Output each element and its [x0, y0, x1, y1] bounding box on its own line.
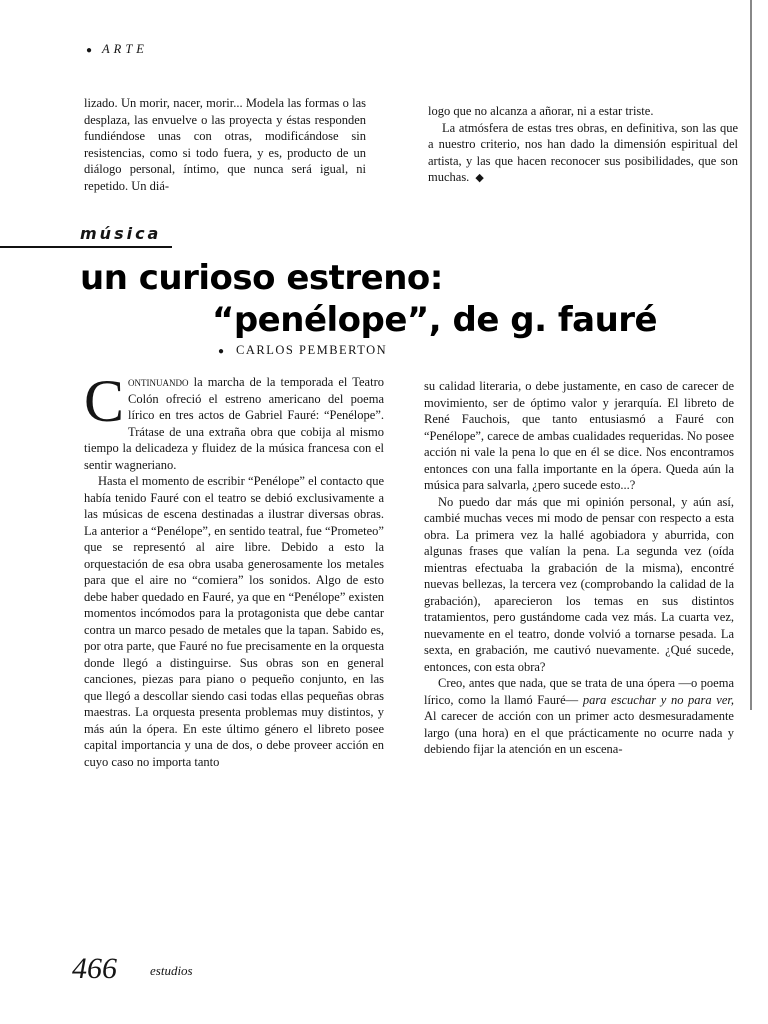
end-of-article-mark: ◆	[475, 172, 484, 184]
article-paragraph-5: Creo, antes que nada, que se trata de una ópera —o poema lírico, como la llamó Fauré— para escuchar y no para ver, Al carecer de acción con un primer acto desmesuradamente largo (una hora) en el que prácticamente no ocurre nada y debiendo fijar la atención en un escena-	[424, 676, 734, 756]
section-bullet: ●	[86, 45, 93, 56]
byline	[218, 343, 387, 358]
previous-article-left-column	[84, 95, 366, 194]
article-left-column	[84, 368, 384, 770]
article-paragraph-3: su calidad literaria, o debe justamente, en caso de carecer de movimiento, ser de óptimo valor y jerarquía. El libreto de René Fauchois, que tanto entusiasmó a Fauré con “Penélope”, carece de ambas cualidades requeridas. No posee acción ni vale la pena lo que en él se dice. Nos encontramos entonces con una falla importante en la ópera. Queda aún la música para salvarla, ¿pero sucede esto...?	[424, 379, 734, 492]
section-header	[86, 42, 148, 57]
section-label: ARTE	[102, 42, 148, 56]
previous-article-right-column	[428, 103, 738, 187]
article-paragraph-1	[84, 368, 384, 473]
section-rule	[0, 246, 172, 248]
italic-phrase: para escuchar y no para ver,	[582, 692, 734, 707]
previous-article-text-left: lizado. Un morir, nacer, morir... Modela las formas o las desplaza, las envuelve o las proyecta y éstas responden fundiéndose unas con otras, modificándose sin resistencias, como si todo fuera, y es, producto de un diálogo personal, íntimo, que nunca será igual, ni repetido. Un diá-	[84, 96, 366, 193]
headline-line-1: un curioso estreno:	[80, 258, 443, 298]
page-edge	[750, 0, 752, 710]
page-number: 466	[72, 952, 117, 985]
author-name: CARLOS PEMBERTON	[236, 343, 388, 357]
first-paragraph-text: la marcha de la temporada el Teatro Colón ofreció el estreno americano del poema lírico en tres actos de Gabriel Fauré: “Penélope”. Trátase de una extraña obra que cobija al mismo tiempo la delicadeza y fluidez de la música francesa con el sentir wagneriano.	[84, 375, 384, 472]
article-right-column	[424, 378, 734, 758]
drop-cap: C	[84, 368, 125, 434]
previous-article-paragraph-2: La atmósfera de estas tres obras, en definitiva, son las que a nuestro criterio, nos han dado la dimensión espiritual del artista, y las que hacen reconocer sus posibilidades, que son muchas. ◆	[428, 120, 738, 184]
music-section-label: música	[80, 224, 162, 243]
journal-name: estudios	[150, 963, 193, 978]
article-paragraph-4: No puedo dar más que mi opinión personal, y aún así, cambié muchas veces mi modo de pensar con respecto a esta obra. La primera vez la hallé agobiadora y aburrida, con algunas frases que valían la pena. La segunda vez (oída mientras efectuaba la grabación de la misma), encontré nuevas bellezas, la tercera vez (comprobando la calidad de la grabación), aparecieron los temas en sus distintos tratamientos, pero gustándome cada vez más. La cuarta vez, nuevamente en el teatro, donde volvió a tornarse pesada. La sexta, en grabación, me cautivó nuevamente. ¿Qué sucede, entonces, con esta obra?	[424, 494, 734, 674]
article-paragraph-2: Hasta el momento de escribir “Penélope” el contacto que había tenido Fauré con el teatro se debió exclusivamente a las músicas de escena destinadas a ilustrar diversas obras. La anterior a “Penélope”, en sentido teatral, fue “Prometeo” que se representó al aire libre. Debido a esto la orquestación de esa obra usaba generosamente los metales para que el aire no “comiera” los sonidos. Algo de esto debe haber quedado en Fauré, ya que en “Penélope” existen momentos incómodos para la protagonista que debe cantar contra un marco pesado de metales que la tapan. Sabido es, por otra parte, que Fauré no fue precisamente en la orquesta donde llegó a distinguirse. Sus obras son en general canciones, piezas para piano o pequeño conjunto, en las que llegó a descollar siendo casi todas ellas pequeñas obras maestras. La orquesta presenta problemas muy distintos, y más aún la ópera. En este último género el libreto posee capital importancia y una de dos, o debe proveer acción en cuyo caso no importa tanto	[84, 474, 384, 769]
previous-article-paragraph-1: logo que no alcanza a añorar, ni a estar triste.	[428, 104, 654, 118]
byline-bullet: ●	[218, 346, 225, 357]
lead-in: ontinuando	[128, 375, 189, 389]
headline-line-2: “penélope”, de g. fauré	[212, 300, 658, 340]
